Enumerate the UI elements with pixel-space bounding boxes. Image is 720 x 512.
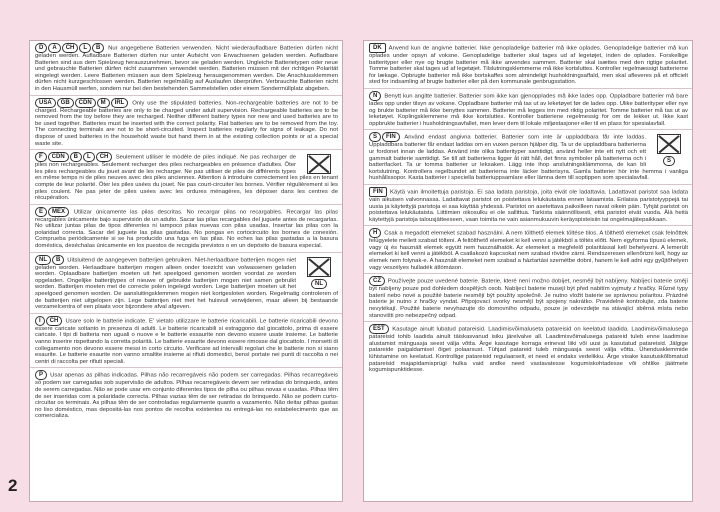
- country-icon-tag: NL: [311, 279, 327, 289]
- country-tag: CH: [46, 316, 63, 326]
- country-tag: CH: [62, 43, 79, 53]
- section-text: Uitsluitend de aangegeven batterijen gebruiken. Niet-herlaadbare batterijen mogen niet geladen worden. Herlaadbare batterijen mogen alleen onder toezicht van volwassenen geladen worden. Oplaadbare batterijen moeten uit het speelgoed genomen worden voordat ze worden opgeladen. Ongelijke batterijtypes of nieuwe of gebruikte batterijen mogen niet samen gebruikt worden. Batterijen moeten met de correcte polen ingelegd worden. Lege batterijen moeten uit het speelgoed genomen worden. De aansluitingsklemmen mogen niet kortgesloten worden. Regelmatig controleren of de batterijen niet uitgelopen zijn. Lege batterijen niet met het huisvuil verwijderen, maar alleen bij bestaande verzamelcentra of een plaats voor bijzondere afval afgeven.: [35, 257, 338, 311]
- section-no: [364, 89, 692, 130]
- country-tag: GB: [57, 98, 74, 108]
- section-text: Nur angegebene Batterien verwenden. Nicht wiederaufladbare Batterien dürfen nicht geladen werden. Aufladbare Batterien dürfen nur unter Aufsicht von Erwachsenen geladen werden. Aufladbare Batterien sind aus dem Spielzeug herauszunehmen, bevor sie geladen werden. Ungleiche Batterietypen oder neue und gebrauchte Batterien dürfen nicht zusammen verwendet werden. Batterien müssen mit der richtigen Polarität eingelegt werden. Leere Batterien müssen aus dem Spielzeug herausgenommen werden. Die Anschlussklemmen dürfen nicht kurzgeschlossen werden. Batterien regelmäßig auf Auslaufen überprüfen. Verbrauchte Batterien nicht in den Hausmüll werfen, sondern nur bei den bestehenden Sammelstellen oder einem Sondermüllplatz abgeben.: [35, 45, 338, 92]
- country-tag: FIN: [369, 187, 387, 197]
- country-tag: A: [48, 43, 60, 53]
- right-column: [363, 40, 693, 502]
- country-tag: E: [35, 207, 47, 217]
- language-tags: [35, 209, 74, 215]
- section-nl: [30, 253, 342, 314]
- disposal-icons: [650, 134, 688, 166]
- country-tag: S: [369, 132, 381, 142]
- country-tag: NL: [35, 255, 51, 265]
- section-cz: [364, 274, 692, 322]
- section-text: Usare solo le batterie indicate. E' vietato utilizzare le batterie ricaricabili. Le batterie ricaricabili devono essere caricate soltanto in presenza di adulti. Le batterie ricaricabili si estraggono dal giocattolo, prima di essere caricate. I tipi di batteria non uguali o nuove e le batterie essaurite non devono essere usate insieme. Le batterie vanno inserire rispettando la corretta polarità. Le batterie esaurite devono essere rimosse dal giocattolo. I morsetti di collegamento non devono essere messi in corto circuito. Verificare ad intervalli regolari che le batterie non si siano esaurite. Le batterie esaurite non vanno smaltite insieme ai rifiuti domestici, bensì portate nei punti di raccolta o nei centri di raccolta per rifiuti speciali.: [35, 318, 338, 365]
- language-tags: [369, 135, 404, 141]
- country-tag: MEX: [48, 207, 69, 217]
- country-tag: B: [70, 152, 82, 162]
- language-tags: [35, 155, 116, 161]
- country-tag: B: [52, 255, 64, 265]
- language-tags: [369, 279, 388, 285]
- crossed-bin-icon: [307, 257, 331, 277]
- country-tag: H: [369, 228, 381, 238]
- country-tag: L: [83, 152, 95, 162]
- section-text: Používejte pouze uvedené baterie. Baterie, které není možno dobíjet, nesmějí být nabíjeny. Nabíjecí baterie smějí být nabíjeny pouze pod dohledem dospělých osob. Nabíjecí baterie musejí být před nabitím vyjmuty z hračky. Různé typy baterií nebo nové a použité baterie nesmějí být použity společně. Je nutno vložit baterie se správnou polaritou. Prázdné baterie je nutno z hračky vyndat. Připojovací svorky nesmějí být spojeny nakrátko. Pravidelně kontrolujte, zda baterie nevytékají. Použité baterie nevyhazujte do domovního odpadu, pouze je odevzdejte na stávající sběrná místa nebo stanovišti pro nebezpečný odpad.: [369, 278, 689, 319]
- country-tag: CZ: [369, 276, 385, 286]
- country-tag: USA: [35, 98, 56, 108]
- disposal-icons: [300, 154, 338, 174]
- language-tags: [35, 257, 67, 263]
- section-text: Utilizar únicamente las pilas descritas. No recargar pilas no recargables. Recargar las pilas recargables únicamente bajo supervisión de un adulto. Sacar las pilas recargables del juguete antes de recargarlas. No utilizar juntas pilas de tipos diferentes ni tampoco pilas nuevas con pilas usadas. Insertar las pilas con la polaridad correcta. Sacar del juguete las pilas gastadas. No pongas en cortocircuito los bornes de conexión. Comprueba periódicamente si se ha producido una fuga en las pilas. No eches las pilas gastadas a la basura doméstica, deséchalas únicamente en los puestos de recogida previstos o en un depósito de basura especial.: [35, 209, 338, 250]
- country-tag: N: [369, 91, 381, 101]
- country-tag: P: [35, 370, 47, 380]
- section-text: Kasutage ainult lubatud patareisid. Laadimisvõimaluseta patareisid on keelatud laadida. Laadimisvõimalusega patareisid tohib laadida ainult täiskasvanud isiku järelvalve all. Laadimisvõimalusega patareid tuleb enne laadimise alustamist mänguasja seest välja võtta. Ärge kasutage korraga erinevat liiki või uusi ja kasutatud patareisid. Jälgige patareide paigaldamisel õiget polaarsust. Tühjad patareid tuleb mänguasja seest välja võtta. Ühendusklemmide lühistamine on keelatud. Kontrollige patareisid regulaarselt, et need ei endaks vedelikku. Ärge visake kasutuskõlbmatud patareisid majapidamisprügi hulka vaid andke need vastavatesse kogumiskohtadesse või ohtlike jäätmete kogumispunktidesse.: [369, 326, 689, 374]
- section-text: Only use the stipulated batteries. Non-rechargeable batteries are not to be charged. Rechargeable batteries are only to be charged under adult supervision. Rechargeable batteries are to be removed from the toy before they are recharged. Neither different battery types nor new and used batteries are to be used together. Batteries must be inserted with the correct polarity. Flat batteries are to be removed from the toy. The connecting terminals are not to be short-circuited. Inspect batteries regularly for signs of leakage. Do not dispose of used batteries in the household waste but hand them in at the existing collection points or at a special waste site.: [35, 100, 339, 147]
- country-tag: D: [35, 43, 47, 53]
- disposal-icons: [300, 257, 338, 289]
- section-fr: [30, 150, 342, 205]
- country-tag: CDN: [48, 152, 69, 162]
- crossed-bin-icon: [657, 134, 681, 154]
- country-tag: I: [35, 316, 45, 326]
- country-tag: EST: [369, 324, 389, 334]
- section-it: [30, 314, 342, 369]
- section-en: [30, 96, 342, 151]
- section-text: Anvend kun de angivne batterier. Ikke genopladelige batterier må ikke oplades. Genopladelige batterier må kun oplades under opsyn af voksne. Genopladelige batterier skal tages ud af legetøjet, inden de oplades. Forskellige batterityper eller nye og brugte batterier må ikke anvendes sammen. Batterier skal isættes med den rigtige polaritet. Tomme batterier skal tages ud af legetøjet. Tilslutningsklemmerne må ikke kortsluttes. Kontroller regelmæssigt batterierne for lækage. Opbrugte batterier må ikke bortskaffes som almindeligt husholdningsaffald, men skal afleveres på et officielt sted for indsamling af brugte batterier eller på den kommunale genbrugsstation.: [369, 45, 689, 86]
- section-de: [30, 41, 342, 96]
- language-tags: [35, 46, 108, 52]
- section-dk: [364, 41, 692, 89]
- crossed-bin-icon: [307, 154, 331, 174]
- country-tag: DK: [369, 43, 386, 53]
- country-tag: IRL: [111, 98, 129, 108]
- language-tags: [35, 318, 66, 324]
- section-text: Käytä vain ilmoitettuja paristoja. Ei saa ladata paristoja, joita eivät ole ladattavia. Ladattavat paristot saa ladata vain aikuisen valvonnassa. Ladattavat paristot on poistettava lelukäutaista ennen lataamista. Erilaisia paristotyyppejä tai uusia ja käytettyjä paristoja ei saa käyttää yhdessä. Paristot on asetettava paikoilleen navat oikein päin. Tyhjät paristot on poistettava lelukäutaista. Liittimien oikosulku ei ole sallittua. Tarkista säännöllisesti, että paristot eivät vuoda. Älä heitä käytettyjä paristoja talousjätteeseen, vaan toimita ne vain asianmukuuvin keräyspisteisiin tai ongelmajätepaikkaan.: [369, 189, 688, 223]
- language-tags: [369, 94, 384, 100]
- section-text: Använd endast angivna batterier. Batterier som inte är uppladdbara får inte laddas. Uppladdbara batterier får endast laddas om en vuxen person hjälper dig. Ta ur de uppladdbara batterierna ur fordonet innan de laddas. Använd inte olika batterityper samtidigt, använd heller inte ett nytt och ett gammalt batterie samtidigt. Se till att batterierna ligger åt rätt håll, det finns symboler på batterierna och i batterifacket. Ta ur tomma batterier ur leksaken. Lägg inte ihop anslutningsklämmorna, de kan bli kortslutning. Kontrollera regelbundet att batterierna inte läcker batterisyra. Gamla batterier hör inte hemma i vanliga hushållssopor. Kasta batterier i speciella batteriuppsamlare eller lämna dem till soptippen som specialavfall.: [369, 134, 688, 182]
- section-text: Csak a megadott elemeket szabad használni. A nem tölthető elemek töltése tilos. A tölthető elemeket csak felnőttek felügyelete mellett szabad tölteni. A feltölthető elemeket ki kell venni a játékból a töltés előtt. Nem egyforma típusú elemek, vagy új és használt elemek együtt nem használhatók. Az elemeket a megfelelő polaritással kell behelyezni. A lemerült elemeket ki kell venni a játékból. A csatlakozó kapcsokat nem szabad rövidre zárni. Rendszeresen ellenőrizni kell, hogy az elemek nem folynak-e. A használt elemeket nem szabad a háztartási szemétbe dobni, hanem le kell adni egy gyűjtőhelyen vagy veszélyes hulladék átlómáson.: [369, 230, 688, 271]
- section-ee: [364, 322, 692, 376]
- country-tag: CH: [96, 152, 113, 162]
- language-tags: [369, 189, 390, 195]
- language-tags: [369, 46, 389, 52]
- left-column: [29, 40, 343, 502]
- country-tag: L: [79, 43, 91, 53]
- section-text: Usar apenas as pilhas indicadas. Pilhas não recarregáveis não podem ser carregadas. Pilhas recarregáveis só podem ser carregadas sob supervisão de adultos. Pilhas recarregáveis devem ser retiradas do brinquedo, antes de serem carregadas. Não se pode usar em conjunto diferentes tipos de pilha ou pilhas novas e usadas. Pilhas têm de ser inseridas com a polaridade correcta. Pilhas vazias têm de ser retiradas do brinquedo. Não se podem curto-circuitar os terminais. As pilhas têm de ser controladas regularmente quanto a vazamento. Não deitar pilhas gastas no lixo doméstico, mas depositá-las nos pontos de recolha existentes ou entregá-las no estabelecimento que as comercializa.: [35, 372, 338, 420]
- country-tag: F: [35, 152, 47, 162]
- language-tags: [369, 327, 392, 333]
- country-tag: FIN: [382, 132, 400, 142]
- country-tag: CDN: [75, 98, 96, 108]
- section-text: Benytt kun angitte batterier. Batterier som ikke kan gjenopplades må ikke lades opp. Oppladbare batterier må bare lades opp under tilsyn av voksne. Oppladbare batterier må tas ut av leketøyet før de lades opp. Ulike batterityper eller nye og brukte batterier må ikke benyttes sammen. Batterier må legges inn med riktig polaritet. Tomme batterier må tas ut av leketøyet. Koplingsklemmene må ikke kortsluttes. Kontroller batteriene regelmessig for om de lekker ut. Ikke kast oppbrukte batterier i husholdningsavfallet, men lever dem til lokale miljøstasjoner eller til en plass for spesialavfall.: [369, 93, 688, 127]
- country-tag: B: [92, 43, 104, 53]
- language-tags: [369, 231, 384, 237]
- section-text: Seulement utiliser le modèle de piles indiqué. Ne pas recharger de piles non rechargeables. Seulement recharger des piles rechargeables en présence d'adultes. Ôter les piles rechargeables du jouet avant de les recharger. Ne pas utiliser de piles de différents types en même temps ni de piles neuves avec des piles anciennes. Attention à introduire correctement les piles en tenant compte de leur polarité. Ôter les piles usées du jouet. Ne pas court-circuiter les bornes. Vérifier régulièrement si les piles coulent. Ne pas jeter de piles usées avec les ordures ménagères, les déposer dans les centres de récupération.: [35, 154, 338, 202]
- country-icon-tag: S: [663, 156, 675, 166]
- language-tags: [35, 100, 132, 106]
- section-es: [30, 205, 342, 253]
- country-tag: M: [97, 98, 110, 108]
- language-tags: [35, 373, 50, 379]
- page-number: 2: [8, 476, 18, 495]
- section-hu: [364, 226, 692, 274]
- section-se: [364, 130, 692, 185]
- section-fi: [364, 185, 692, 226]
- section-pt: [30, 368, 342, 422]
